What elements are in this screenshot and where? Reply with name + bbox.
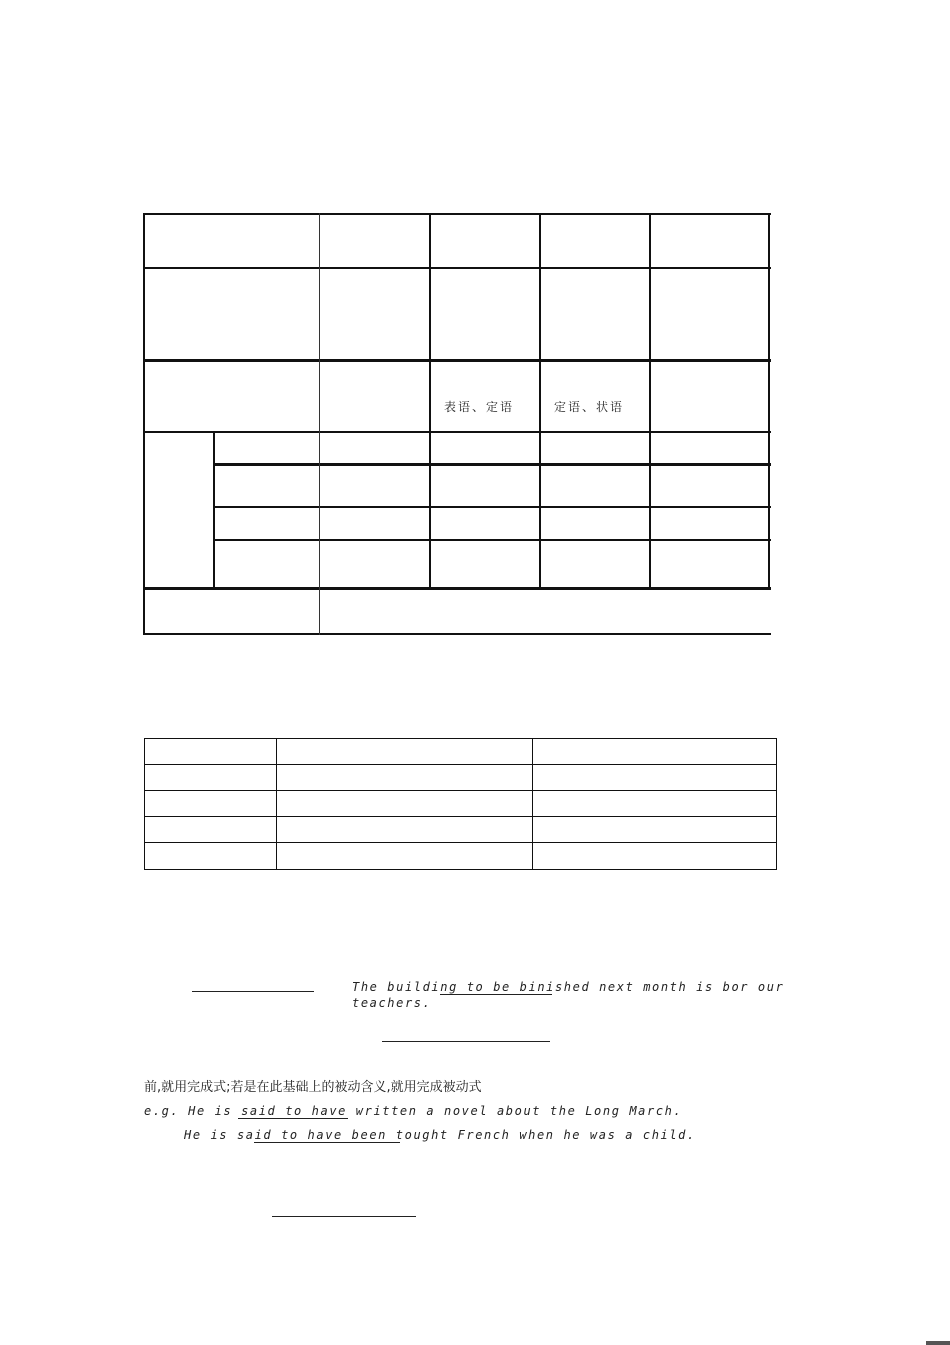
fill-blank-1[interactable]	[192, 991, 314, 992]
underline-to-have-written	[238, 1118, 348, 1119]
rule-text-cn: 前,就用完成式;若是在此基础上的被动含义,就用完成被动式	[144, 1080, 482, 1095]
page-corner-mark	[926, 1341, 950, 1345]
underline-to-be-finished	[440, 994, 552, 995]
example-sentence-1-line-1: The building to be binished next month is bor our	[352, 980, 785, 994]
underline-to-have-been-taught	[254, 1142, 400, 1143]
cell-attributive-adverbial: 定语、状语	[554, 400, 625, 414]
fill-blank-2[interactable]	[382, 1041, 550, 1042]
example-sentence-1-line-2: teachers.	[352, 996, 432, 1010]
example-eg-2: He is said to have been tought French when he was a child.	[184, 1128, 696, 1142]
cell-predicative-attributive: 表语、定语	[444, 400, 515, 414]
fill-blank-3[interactable]	[272, 1216, 416, 1217]
example-sentence-1	[352, 979, 784, 1011]
example-eg-1: e.g. He is said to have written a novel about the Long March.	[144, 1104, 683, 1118]
